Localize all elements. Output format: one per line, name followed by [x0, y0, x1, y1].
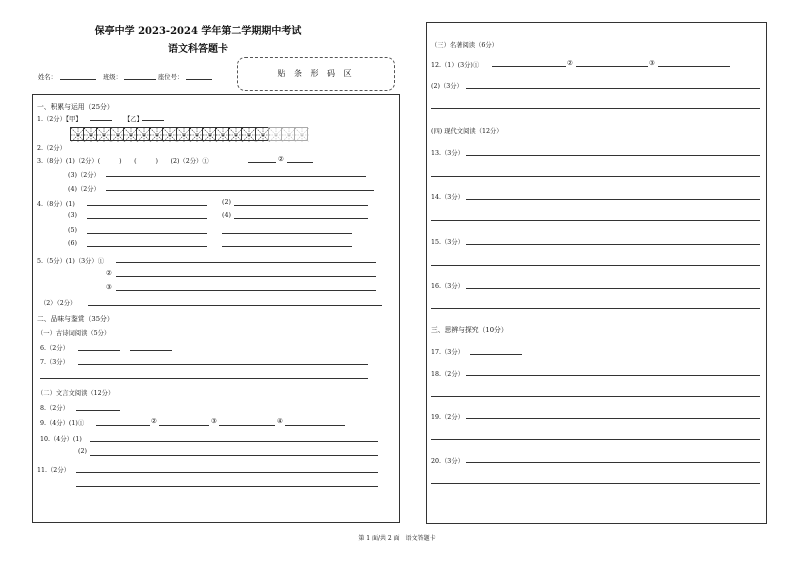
q7-field[interactable] — [78, 364, 368, 365]
q12-2-field[interactable] — [576, 66, 648, 67]
q3-2b-label: ② — [278, 156, 284, 163]
q12-b-label: (2)（3分） — [431, 83, 463, 90]
q6-label: 6.（2分） — [40, 345, 69, 352]
q10-2-label: (2) — [78, 448, 87, 455]
page-footer: 第 1 面/共 2 面 语文答题卡 — [358, 535, 436, 542]
q16-field-2[interactable] — [431, 308, 760, 309]
q4-1-field[interactable] — [87, 205, 207, 206]
q5-2-label: ② — [106, 270, 112, 277]
q4-2-label: (2) — [222, 199, 231, 206]
q4-6b-field[interactable] — [222, 246, 352, 247]
q12-b-field-2[interactable] — [431, 108, 760, 109]
section-3-heading: 三、思辨与探究（10分） — [431, 326, 508, 334]
q12-3-field[interactable] — [658, 66, 730, 67]
q7-label: 7.（3分） — [40, 359, 69, 366]
subject-title: 语文科答题卡 — [168, 44, 228, 55]
q17-label: 17.（3分） — [431, 349, 464, 356]
q11-label: 11.（2分） — [37, 467, 70, 474]
q20-field[interactable] — [466, 462, 760, 463]
q9-4-field[interactable] — [285, 425, 345, 426]
q4-6-label: (6) — [68, 240, 77, 247]
sub-2-heading: （二）文言文阅读（12分） — [37, 390, 115, 397]
q8-label: 8.（2分） — [40, 405, 69, 412]
q19-field-2[interactable] — [431, 439, 760, 440]
q2-label: 2.（2分） — [37, 145, 66, 152]
q16-field[interactable] — [466, 288, 760, 289]
q19-field[interactable] — [466, 418, 760, 419]
character-grid[interactable] — [70, 127, 307, 141]
section-1-heading: 一、积累与运用（25分） — [37, 103, 114, 111]
q7-field-2[interactable] — [40, 378, 368, 379]
q5-3-field[interactable] — [116, 290, 376, 291]
q6-b-field[interactable] — [130, 350, 172, 351]
q11-field-2[interactable] — [76, 486, 378, 487]
q3-4-label: (4)（2分） — [68, 186, 100, 193]
q4-4-label: (4) — [222, 212, 231, 219]
q5-2-field[interactable] — [116, 276, 376, 277]
right-answer-panel — [426, 22, 767, 524]
q16-label: 16.（3分） — [431, 283, 464, 290]
q5-3-label: ③ — [106, 284, 112, 291]
q5-b-field[interactable] — [88, 305, 382, 306]
q20-field-2[interactable] — [431, 483, 760, 484]
q10-label: 10.（4分）(1) — [40, 436, 82, 443]
q15-field-2[interactable] — [431, 265, 760, 266]
q12-3-label: ③ — [649, 60, 655, 67]
class-label: 班级： — [103, 74, 122, 81]
q10-1-field[interactable] — [90, 441, 378, 442]
q4-2-field[interactable] — [234, 205, 368, 206]
q15-field[interactable] — [466, 244, 760, 245]
q3-3-label: (3)（2分） — [68, 172, 100, 179]
q9-4-label: ④ — [277, 418, 283, 425]
q12-label: 12.（1）(3分)① — [431, 62, 480, 69]
q6-a-field[interactable] — [78, 350, 120, 351]
q9-label: 9.（4分）(1)① — [40, 420, 85, 427]
q15-label: 15.（3分） — [431, 239, 464, 246]
q14-field[interactable] — [466, 199, 760, 200]
q10-2-field[interactable] — [90, 455, 378, 456]
q19-label: 19.（2分） — [431, 414, 464, 421]
sub-1-heading: （一）古诗词阅读（5分） — [37, 330, 111, 337]
q18-field[interactable] — [466, 375, 760, 376]
barcode-area — [237, 57, 395, 91]
q18-label: 18.（2分） — [431, 371, 464, 378]
q9-1-field[interactable] — [96, 425, 150, 426]
q14-label: 14.（3分） — [431, 194, 464, 201]
q12-1-field[interactable] — [492, 66, 566, 67]
q4-4-field[interactable] — [234, 218, 368, 219]
sub-4-heading: (四) 现代文阅读（12分） — [431, 128, 503, 135]
q3-3-field[interactable] — [106, 176, 366, 177]
q4-6-field[interactable] — [87, 246, 207, 247]
q1-b-field[interactable] — [142, 120, 164, 121]
q8-field[interactable] — [76, 410, 120, 411]
barcode-label: 贴 条 形 码 区 — [277, 69, 355, 78]
q9-3-field[interactable] — [219, 425, 275, 426]
q3-1-label: 3.（8分）(1)（2分）( ) ( ) (2)（2分）① — [37, 158, 209, 165]
name-label: 姓名： — [38, 74, 57, 81]
class-field[interactable] — [124, 79, 156, 80]
q3-4-field[interactable] — [106, 190, 374, 191]
q9-3-label: ③ — [211, 418, 217, 425]
q13-label: 13.（3分） — [431, 150, 464, 157]
name-field[interactable] — [60, 79, 96, 80]
q4-5b-field[interactable] — [222, 233, 352, 234]
q9-2-label: ② — [151, 418, 157, 425]
q17-field[interactable] — [470, 354, 522, 355]
q4-5-field[interactable] — [87, 233, 207, 234]
seat-field[interactable] — [186, 79, 212, 80]
q4-1-label: 4.（8分）(1) — [37, 201, 75, 208]
q13-field-2[interactable] — [431, 176, 760, 177]
sub-3-heading: （三）名著阅读（6分） — [431, 42, 498, 49]
q14-field-2[interactable] — [431, 220, 760, 221]
q20-label: 20.（3分） — [431, 458, 464, 465]
q9-2-field[interactable] — [159, 425, 209, 426]
q4-3-label: (3) — [68, 212, 77, 219]
q12-2-label: ② — [567, 60, 573, 67]
q4-3-field[interactable] — [87, 218, 207, 219]
school-title: 保亭中学 2023-2024 学年第二学期期中考试 — [94, 26, 302, 37]
q18-field-2[interactable] — [431, 396, 760, 397]
q12-b-field[interactable] — [466, 88, 760, 89]
q1-a-field[interactable] — [90, 120, 112, 121]
q5-1-field[interactable] — [116, 262, 376, 263]
section-2-heading: 二、品味与鉴赏（35分） — [37, 315, 114, 323]
q3-2b-field[interactable] — [287, 162, 313, 163]
seat-label: 座位号： — [158, 74, 184, 81]
q11-field[interactable] — [76, 472, 378, 473]
q13-field[interactable] — [466, 155, 760, 156]
q4-5-label: (5) — [68, 227, 77, 234]
q5-b-label: （2）（2分） — [40, 300, 77, 307]
q1-b-label: 【乙】 — [124, 116, 143, 123]
q5-1-label: 5.（5分）(1)（3分）① — [37, 258, 105, 265]
q3-2a-field[interactable] — [248, 162, 276, 163]
q1-label: 1.（2分）【甲】 — [37, 116, 82, 123]
